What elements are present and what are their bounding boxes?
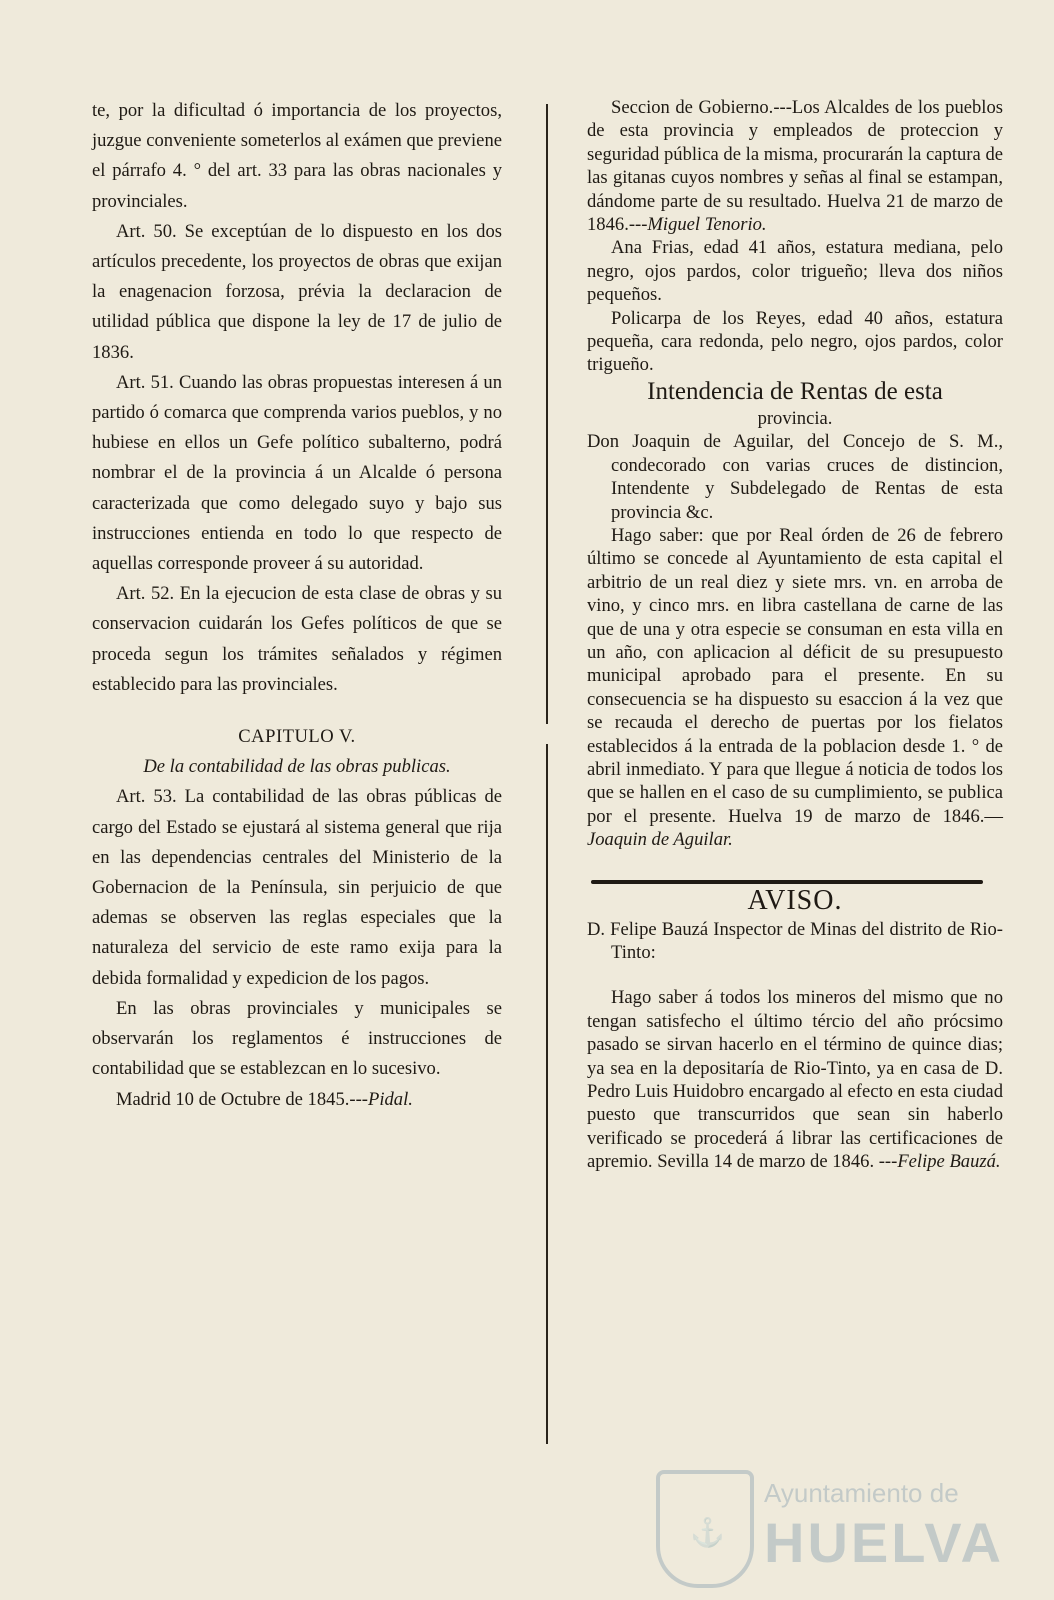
closing-line bbox=[92, 1085, 502, 1115]
article-52: Art. 52. En la ejecucion de esta clase de obras y su conservacion cuidarán los Gefes políticos de que se proceda segun los trámites señalados y régimen establecido para las provinciales. bbox=[92, 583, 502, 695]
intendente-title: Don Joaquin de Aguilar, del Concejo de S. M., condecorado con varias cruces de distincion, Intendente y Subdelegado de Rentas de esta provincia &c. bbox=[587, 431, 1003, 523]
aviso-heading: AVISO. bbox=[747, 884, 843, 916]
mineros-text: Hago saber á todos los mineros del mismo que no tengan satisfecho el último tércio del año prócsimo pasado se sirvan hacerlo en el término de quince dias; ya sea en la depositaría de Rio-Tinto, ya en casa de D. Pedro Luis Huidobro encargado al efecto en esta ciudad puesto que transcurridos que sean sin haberlo verificado se procederá á librar las certificaciones de apremio. Sevilla 14 de marzo de 1846. --- bbox=[587, 987, 1003, 1173]
mineros-notice bbox=[587, 986, 1003, 1173]
signature-aguilar: Joaquin de Aguilar. bbox=[587, 829, 733, 851]
intendencia-heading: Intendencia de Rentas de esta bbox=[647, 377, 943, 405]
description-policarpa: Policarpa de los Reyes, edad 40 años, estatura pequeña, cara redonda, pelo negro, ojos pardos, color trigueño. bbox=[587, 307, 1003, 376]
description-ana-frias: Ana Frias, edad 41 años, estatura mediana, pelo negro, ojos pardos, color trigueño; lleva dos niños pequeños. bbox=[587, 237, 1003, 306]
signature-tenorio: Miguel Tenorio. bbox=[647, 214, 767, 236]
article-50: Art. 50. Se exceptúan de lo dispuesto en los dos artículos precedente, los proyectos de obras que exijan la enagenacion forzosa, prévia la declaracion de utilidad pública que dispone la ley de 17 de julio de 1836. bbox=[92, 220, 502, 363]
signature-pidal: Pidal. bbox=[367, 1088, 413, 1110]
signature-bauza: Felipe Bauzá. bbox=[897, 1151, 1001, 1173]
watermark-line1: Ayuntamiento de bbox=[764, 1478, 959, 1508]
article-51: Art. 51. Cuando las obras propuestas interesen á un partido ó comarca que comprenda varios pueblos, y no hubiese en ellos un Gefe político subalterno, podrá nombrar el de la provincia á un Alcalde ó persona caracterizada que como delegado suyo y bajo sus instrucciones entienda en todo lo que respecto de aquellas corresponde proveer á su autoridad. bbox=[92, 371, 502, 575]
watermark-logo bbox=[656, 1466, 1016, 1586]
left-column bbox=[92, 96, 502, 1115]
column-divider bbox=[546, 104, 548, 724]
closing-text: Madrid 10 de Octubre de 1845.--- bbox=[116, 1088, 368, 1110]
shield-icon bbox=[656, 1470, 754, 1588]
paragraph-continuation: te, por la dificultad ó importancia de los proyectos, juzgue conveniente someterlos al exámen que previene el párrafo 4. ° del art. 33 para las obras nacionales y provinciales. bbox=[92, 100, 502, 212]
spacer bbox=[92, 700, 502, 722]
arbitrio-notice bbox=[587, 524, 1003, 852]
chapter-heading: CAPITULO V. bbox=[238, 726, 356, 748]
arbitrio-text: Hago saber: que por Real órden de 26 de febrero último se concede al Ayuntamiento de esta capital el arbitrio de un real diez y siete mrs. vn. en arroba de vino, y cinco mrs. en libra castellana de carne de las que de una y otra especie se consuman en esta villa en un año, con aplicacion al déficit de su presupuesto municipal aprobado para el presente. En su consecuencia se ha dispuesto su esaccion á la vez que se recauda el derecho de puertas por los fielatos establecidos á la entrada de la poblacion desde 1. ° de abril inmediato. Y para que llegue á noticia de todos los que se hallen en el caso de su cumplimiento, se publica por el presente. Huelva 19 de marzo de 1846.— bbox=[587, 524, 1003, 827]
right-column bbox=[587, 96, 1003, 1174]
paragraph-municipal: En las obras provinciales y municipales se observarán los reglamentos é instrucciones de contabilidad que se establezcan en lo sucesivo. bbox=[92, 997, 502, 1080]
spacer bbox=[587, 964, 1003, 986]
anchor-icon: ⚓ bbox=[690, 1518, 725, 1549]
gobierno-text: Seccion de Gobierno.---Los Alcaldes de los pueblos de esta provincia y empleados de proteccion y seguridad pública de la misma, procurarán la captura de las gitanas cuyos nombres y señas al final se estampan, dándome parte de su resultado. Huelva 21 de marzo de 1846.--- bbox=[587, 97, 1003, 236]
article-53: Art. 53. La contabilidad de las obras públicas de cargo del Estado se ejustará al sistema general que rija en las dependencias centrales del Ministerio de la Gobernacion de la Península, sin perjuicio de que ademas se observen las reglas especiales que la naturaleza del servicio de este ramo exija para la debida formalidad y expedicion de los pagos. bbox=[92, 786, 502, 989]
intendencia-subheading: provincia. bbox=[757, 407, 833, 429]
inspector-title: D. Felipe Bauzá Inspector de Minas del distrito de Rio-Tinto: bbox=[587, 918, 1003, 963]
column-divider bbox=[546, 744, 548, 1444]
chapter-subheading: De la contabilidad de las obras publicas. bbox=[143, 756, 451, 778]
watermark-line2: HUELVA bbox=[764, 1511, 1004, 1574]
gobierno-notice bbox=[587, 96, 1003, 236]
